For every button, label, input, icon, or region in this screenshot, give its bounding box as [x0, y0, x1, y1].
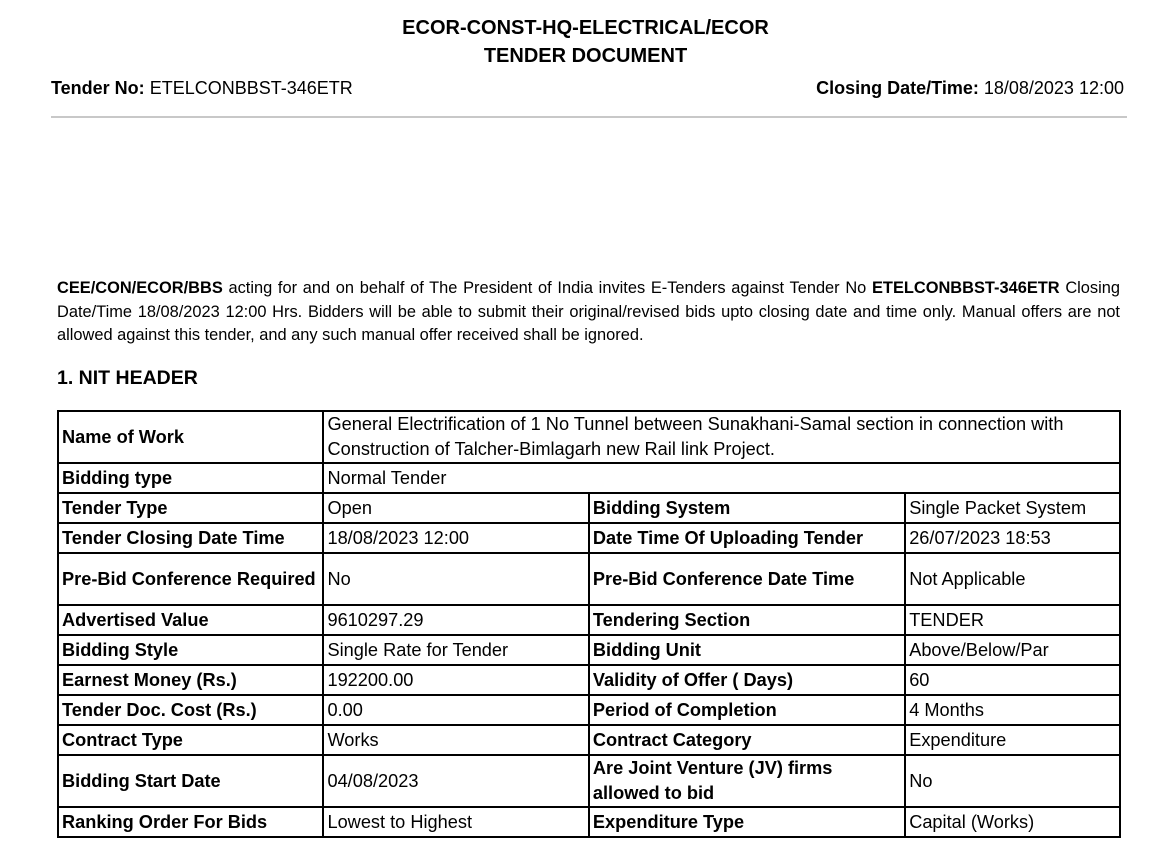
field-value: 04/08/2023: [323, 755, 588, 807]
field-value: Single Rate for Tender: [323, 635, 588, 665]
field-label: Period of Completion: [589, 695, 905, 725]
name-of-work-value: General Electrification of 1 No Tunnel between Sunakhani-Samal section in connection with Construction of Talcher-Bimlagarh new Rail link Project.: [323, 411, 1120, 463]
field-label: Tendering Section: [589, 605, 905, 635]
document-subtitle: TENDER DOCUMENT: [483, 45, 688, 67]
field-label: Bidding Style: [58, 635, 323, 665]
tender-no-line: [51, 78, 353, 99]
field-value: 4 Months: [905, 695, 1120, 725]
field-value: Not Applicable: [905, 553, 1120, 605]
field-label: Advertised Value: [58, 605, 323, 635]
field-label: Tender Type: [58, 493, 323, 523]
table-row: [58, 725, 1120, 755]
bidding-type-label: Bidding type: [58, 463, 323, 493]
field-value: Single Packet System: [905, 493, 1120, 523]
field-label: Bidding Unit: [589, 635, 905, 665]
field-value: Works: [323, 725, 588, 755]
table-row: [58, 523, 1120, 553]
field-value: No: [905, 755, 1120, 807]
field-value: Capital (Works): [905, 807, 1120, 837]
field-value: 192200.00: [323, 665, 588, 695]
field-value: Expenditure: [905, 725, 1120, 755]
intro-text-1: acting for and on behalf of The President of India invites E-Tenders against Tender No: [222, 279, 872, 297]
table-row: [58, 463, 1120, 493]
table-row: [58, 695, 1120, 725]
intro-tender-no: ETELCONBBST-346ETR: [872, 279, 1060, 297]
table-row: [58, 605, 1120, 635]
field-value: 26/07/2023 18:53: [905, 523, 1120, 553]
field-label: Bidding Start Date: [58, 755, 323, 807]
field-label: Contract Type: [58, 725, 323, 755]
field-label: Pre-Bid Conference Date Time: [589, 553, 905, 605]
field-value: 0.00: [323, 695, 588, 725]
field-value: Open: [323, 493, 588, 523]
bidding-type-value: Normal Tender: [323, 463, 1120, 493]
table-row: [58, 755, 1120, 807]
field-value: 9610297.29: [323, 605, 588, 635]
field-value: Above/Below/Par: [905, 635, 1120, 665]
section-title: 1. NIT HEADER: [57, 367, 198, 389]
intro-paragraph: [57, 277, 1120, 348]
tender-no-value: ETELCONBBST-346ETR: [149, 78, 353, 98]
intro-org: CEE/CON/ECOR/BBS: [57, 279, 223, 297]
table-row: [58, 411, 1120, 463]
table-row: [58, 553, 1120, 605]
field-label: Validity of Offer ( Days): [589, 665, 905, 695]
field-label: Are Joint Venture (JV) firms allowed to bid: [589, 755, 905, 807]
field-value: No: [323, 553, 588, 605]
field-value: Lowest to Highest: [323, 807, 588, 837]
tender-no-label: Tender No:: [51, 78, 145, 98]
nit-header-table: [57, 410, 1121, 838]
closing-date-line: [816, 78, 1124, 99]
field-value: 18/08/2023 12:00: [323, 523, 588, 553]
field-value: TENDER: [905, 605, 1120, 635]
table-row: [58, 807, 1120, 837]
name-of-work-label: Name of Work: [58, 411, 323, 463]
header-divider: [51, 116, 1127, 118]
closing-date-label: Closing Date/Time:: [816, 78, 979, 98]
closing-date-value: 18/08/2023 12:00: [983, 78, 1124, 98]
table-row: [58, 493, 1120, 523]
field-label: Expenditure Type: [589, 807, 905, 837]
table-row: [58, 665, 1120, 695]
field-label: Contract Category: [589, 725, 905, 755]
document-title: ECOR-CONST-HQ-ELECTRICAL/ECOR: [402, 17, 769, 39]
field-label: Earnest Money (Rs.): [58, 665, 323, 695]
field-label: Tender Closing Date Time: [58, 523, 323, 553]
field-label: Date Time Of Uploading Tender: [589, 523, 905, 553]
field-label: Bidding System: [589, 493, 905, 523]
table-row: [58, 635, 1120, 665]
field-label: Tender Doc. Cost (Rs.): [58, 695, 323, 725]
field-label: Ranking Order For Bids: [58, 807, 323, 837]
field-label: Pre-Bid Conference Required: [58, 553, 323, 605]
intro-text-2: Closing Date/Time 18/08/2023 12:00 Hrs. Bidders will be able to submit their original/revised bids upto closing date and time only. Manual offers are not allowed against this tender, and any such manual offer received shall be ignored.: [57, 279, 1120, 344]
field-value: 60: [905, 665, 1120, 695]
